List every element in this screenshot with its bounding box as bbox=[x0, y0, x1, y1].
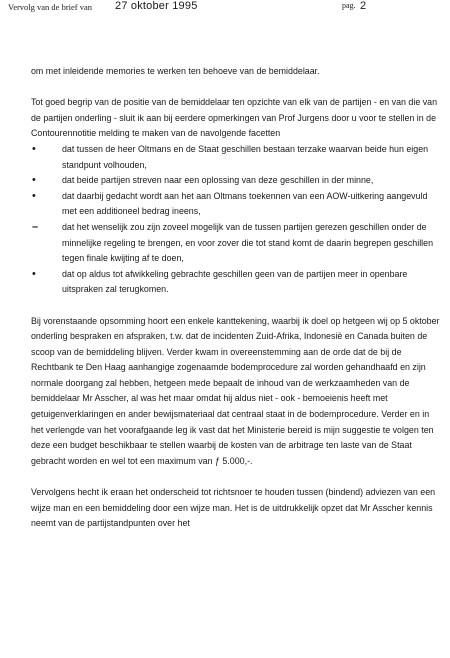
letter-header bbox=[8, 1, 442, 15]
page-label: pag. bbox=[342, 1, 356, 10]
list-item-text: dat tussen de heer Oltmans en de Staat geschillen bestaan terzake waarvan beide hun eigen standpunt volhouden, bbox=[62, 143, 429, 170]
bullet-icon: • bbox=[32, 267, 36, 280]
letter-date: 27 oktober 1995 bbox=[115, 0, 198, 12]
list-item bbox=[31, 220, 443, 267]
bullet-icon: • bbox=[32, 174, 36, 187]
list-item-text: dat het wenselijk zou zijn zoveel mogelijk van de tussen partijen gerezen geschillen onder de minnelijke regeling te brengen, en voor zover die tot stand komt de daarin begrepen geschillen tegen finale kwijting af te doen, bbox=[62, 221, 434, 264]
bullet-icon: • bbox=[32, 142, 36, 155]
paragraph-opening: om met inleidende memories te werken ten behoeve van de bemiddelaar. bbox=[31, 66, 320, 76]
paragraph-facets-intro: Tot goed begrip van de positie van de bemiddelaar ten opzichte van elk van de partijen - en van die van de partijen onderling - sluit ik aan bij eerdere opmerkingen van Prof Jurgens door u voor te stellen in de Contourennotitie melding te maken van de navolgende facetten bbox=[31, 97, 438, 139]
page-number: 2 bbox=[360, 0, 367, 12]
letter-body bbox=[31, 64, 443, 532]
list-item-text: dat beide partijen streven naar een oplossing van deze geschillen in der minne, bbox=[62, 175, 374, 186]
facets-list bbox=[31, 142, 443, 298]
list-item bbox=[31, 173, 443, 189]
bullet-icon: • bbox=[32, 189, 36, 202]
list-item bbox=[31, 267, 443, 298]
dash-icon: – bbox=[32, 220, 39, 233]
continuation-label: Vervolg van de brief van bbox=[8, 2, 93, 12]
paragraph-remarks: Bij vorenstaande opsomming hoort een enkele kanttekening, waarbij ik doel op hetgeen wij op 5 oktober onderling bespraken en afspraken, t.w. dat de incidenten Zuid-Afrika, Indonesië en Canada buiten de scoop van de bemiddeling blijven. Verder kwam in overeenstemming aan de orde dat de bij de Rechtbank te Den Haag aanhangige zogenaamde bodemprocedure zal worden gehandhaafd en zijn normale doorgang zal hebben, hetgeen mede bepaalt de inhoud van de werkzaamheden van de bemiddelaar Mr Asscher, al was het maar omdat hij aldus niet - ook - bemoeienis heeft met getuigenverklaringen en ander bewijsmateriaal dat centraal staat in de bodemprocedure. Verder en in het verlengde van het voorafgaande leg ik vast dat het Ministerie bereid is mijn suggestie te volgen ten deze een budget beschikbaar te stellen waarbij de kosten van de arbitrage ten laste van de Staat gebracht worden en wel tot een maximum van ƒ 5.000,-. bbox=[31, 315, 440, 466]
list-item bbox=[31, 142, 443, 173]
list-item-text: dat op aldus tot afwikkeling gebrachte geschillen geen van de partijen meer in openbare uitspraken zal terugkomen. bbox=[62, 268, 408, 295]
list-item-text: dat daarbij gedacht wordt aan het aan Oltmans toekennen van een AOW-uitkering aangevuld met een additioneel bedrag ineens, bbox=[62, 190, 428, 217]
list-item bbox=[31, 189, 443, 220]
paragraph-distinction: Vervolgens hecht ik eraan het onderscheid tot richtsnoer te houden tussen (bindend) adviezen van een wijze man en een bemiddeling door een wijze man. Het is de uitdrukkelijk opzet dat Mr Asscher kennis neemt van de partijstandpunten over het bbox=[31, 487, 436, 529]
